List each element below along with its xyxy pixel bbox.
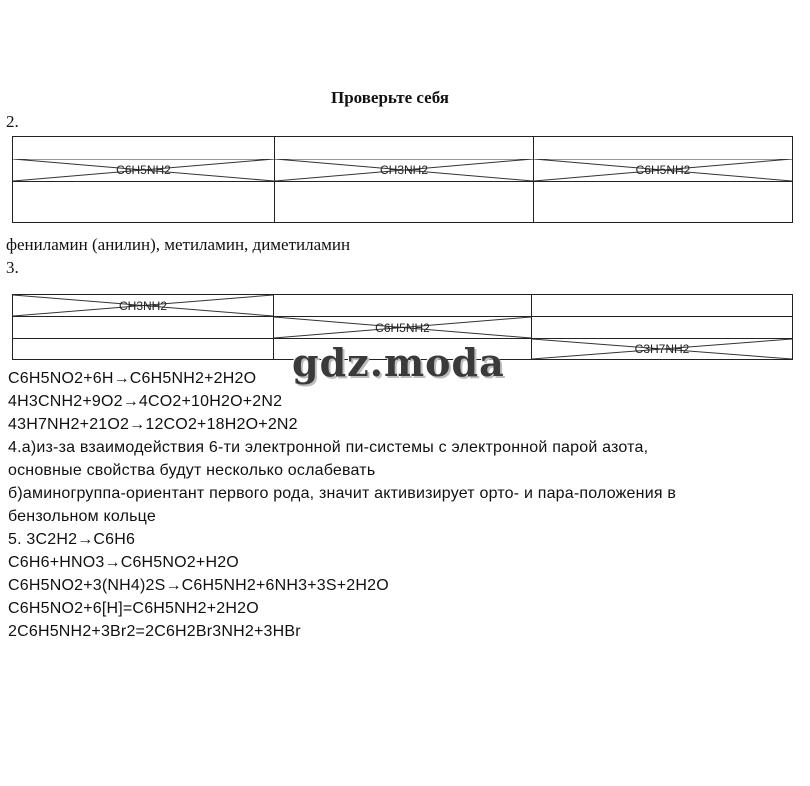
text-line-4: 4.а)из-за взаимодействия 6-ти электронной пи-системы с электронной парой азота, [8, 439, 649, 456]
task-3-cell-1 [13, 295, 273, 316]
page-title: Проверьте себя [331, 88, 449, 107]
text-line-3: 43H7NH2+21O2→12CO2+18H2O+2N2 [8, 416, 298, 433]
task-2-answer: фениламин (анилин), метиламин, диметиламин [6, 235, 351, 254]
task-3-cell-3 [532, 339, 792, 359]
text-line-12: 2C6H5NH2+3Br2=2C6H2Br3NH2+3HBr [8, 623, 301, 640]
text-line-11: C6H5NO2+6[H]=C6H5NH2+2H2O [8, 600, 259, 617]
task-2-cell-2 [275, 159, 533, 181]
task-2-cell-1 [13, 159, 274, 181]
text-line-1: C6H5NO2+6H→C6H5NH2+2H2O [8, 370, 257, 387]
text-line-6: б)аминогруппа-ориентант первого рода, значит активизирует орто- и пара-положения в [8, 485, 677, 502]
task-3-number: 3. [6, 258, 19, 277]
task-3-cell-2 [274, 317, 531, 338]
watermark: gdz.moda [292, 340, 505, 385]
cell-formula: CH3NH2 [118, 298, 167, 313]
task-2-table [12, 136, 793, 223]
text-line-5: основные свойства будут несколько ослабевать [8, 462, 376, 479]
cell-formula: C6H5NH2 [116, 163, 171, 177]
cell-formula: C3H7NH2 [634, 342, 690, 356]
text-line-7: бензольном кольце [8, 508, 156, 525]
task-2-number: 2. [6, 112, 19, 131]
cell-formula: C6H5NH2 [635, 163, 691, 177]
cell-formula: CH3NH2 [379, 163, 428, 177]
text-line-10: C6H5NO2+3(NH4)2S→C6H5NH2+6NH3+3S+2H2O [8, 577, 389, 594]
text-line-8: 5. 3C2H2→C6H6 [8, 531, 136, 548]
cell-formula: C6H5NH2 [375, 320, 430, 335]
text-line-9: C6H6+HNO3→C6H5NO2+H2O [8, 554, 239, 571]
text-line-2: 4H3CNH2+9O2→4CO2+10H2O+2N2 [8, 393, 283, 410]
task-2-cell-3 [534, 159, 792, 181]
